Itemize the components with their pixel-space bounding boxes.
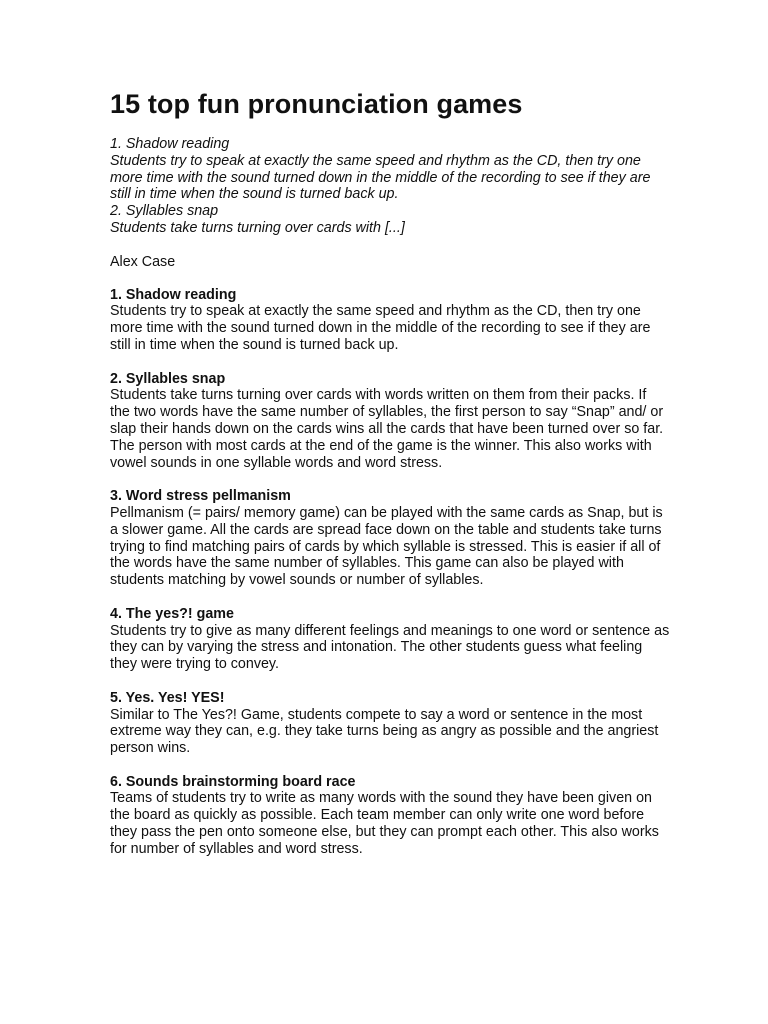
section-heading: 5. Yes. Yes! YES! xyxy=(110,689,225,706)
author-name: Alex Case xyxy=(110,253,176,270)
section-heading: 4. The yes?! game xyxy=(110,605,234,622)
intro-line: 1. Shadow reading xyxy=(110,136,230,152)
section-body: Students try to speak at exactly the same speed and rhythm as the CD, then try one more time with the sound turned down in the middle of the recording to see if they are still in time when the sound is turned back up. xyxy=(110,303,651,353)
game-section xyxy=(110,287,670,354)
section-body: Students try to give as many different feelings and meanings to one word or sentence as they can by varying the stress and intonation. The other students guess what feeling they were trying to convey. xyxy=(110,622,670,673)
section-heading: 2. Syllables snap xyxy=(110,370,226,387)
intro-line: 2. Syllables snap xyxy=(110,203,219,220)
game-section xyxy=(110,774,670,858)
intro-line: Students try to speak at exactly the same speed and rhythm as the CD, then try one more time with the sound turned down in the middle of the recording to see if they are still in time when the sound is turned back up. xyxy=(110,152,651,203)
section-heading: 3. Word stress pellmanism xyxy=(110,488,291,505)
section-body: Teams of students try to write as many words with the sound they have been given on the board as quickly as possible. Each team member can only write one word before they pass the pen onto someone else, but they can prompt each other. This also works for number of syllables and word stress. xyxy=(110,790,659,857)
game-section xyxy=(110,606,670,673)
section-heading: 6. Sounds brainstorming board race xyxy=(110,773,356,790)
section-heading: 1. Shadow reading xyxy=(110,286,237,303)
game-section xyxy=(110,371,670,472)
section-body: Students take turns turning over cards with words written on them from their packs. If the two words have the same number of syllables, the first person to say “Snap” and/ or slap their hands down on the cards wins all the cards that have been turned over so far. The person with most cards at the end of the game is the winner. This also works with vowel sounds in one syllable words and word stress. xyxy=(110,387,664,471)
section-body: Similar to The Yes?! Game, students compete to say a word or sentence in the most extreme way they can, e.g. they take turns being as angry as possible and the angriest person wins. xyxy=(110,706,659,757)
document-page xyxy=(110,86,670,874)
game-section xyxy=(110,488,670,589)
intro-excerpt xyxy=(110,136,670,237)
document-title: 15 top fun pronunciation games xyxy=(110,89,523,119)
game-section xyxy=(110,690,670,757)
section-body: Pellmanism (= pairs/ memory game) can be played with the same cards as Snap, but is a slower game. All the cards are spread face down on the table and students take turns trying to find matching pairs of cards by which syllable is stressed. This is easier if all of the words have the same number of syllables. This game can also be played with students matching by vowel sounds or number of syllables. xyxy=(110,504,663,589)
intro-line: Students take turns turning over cards with [...] xyxy=(110,219,405,236)
